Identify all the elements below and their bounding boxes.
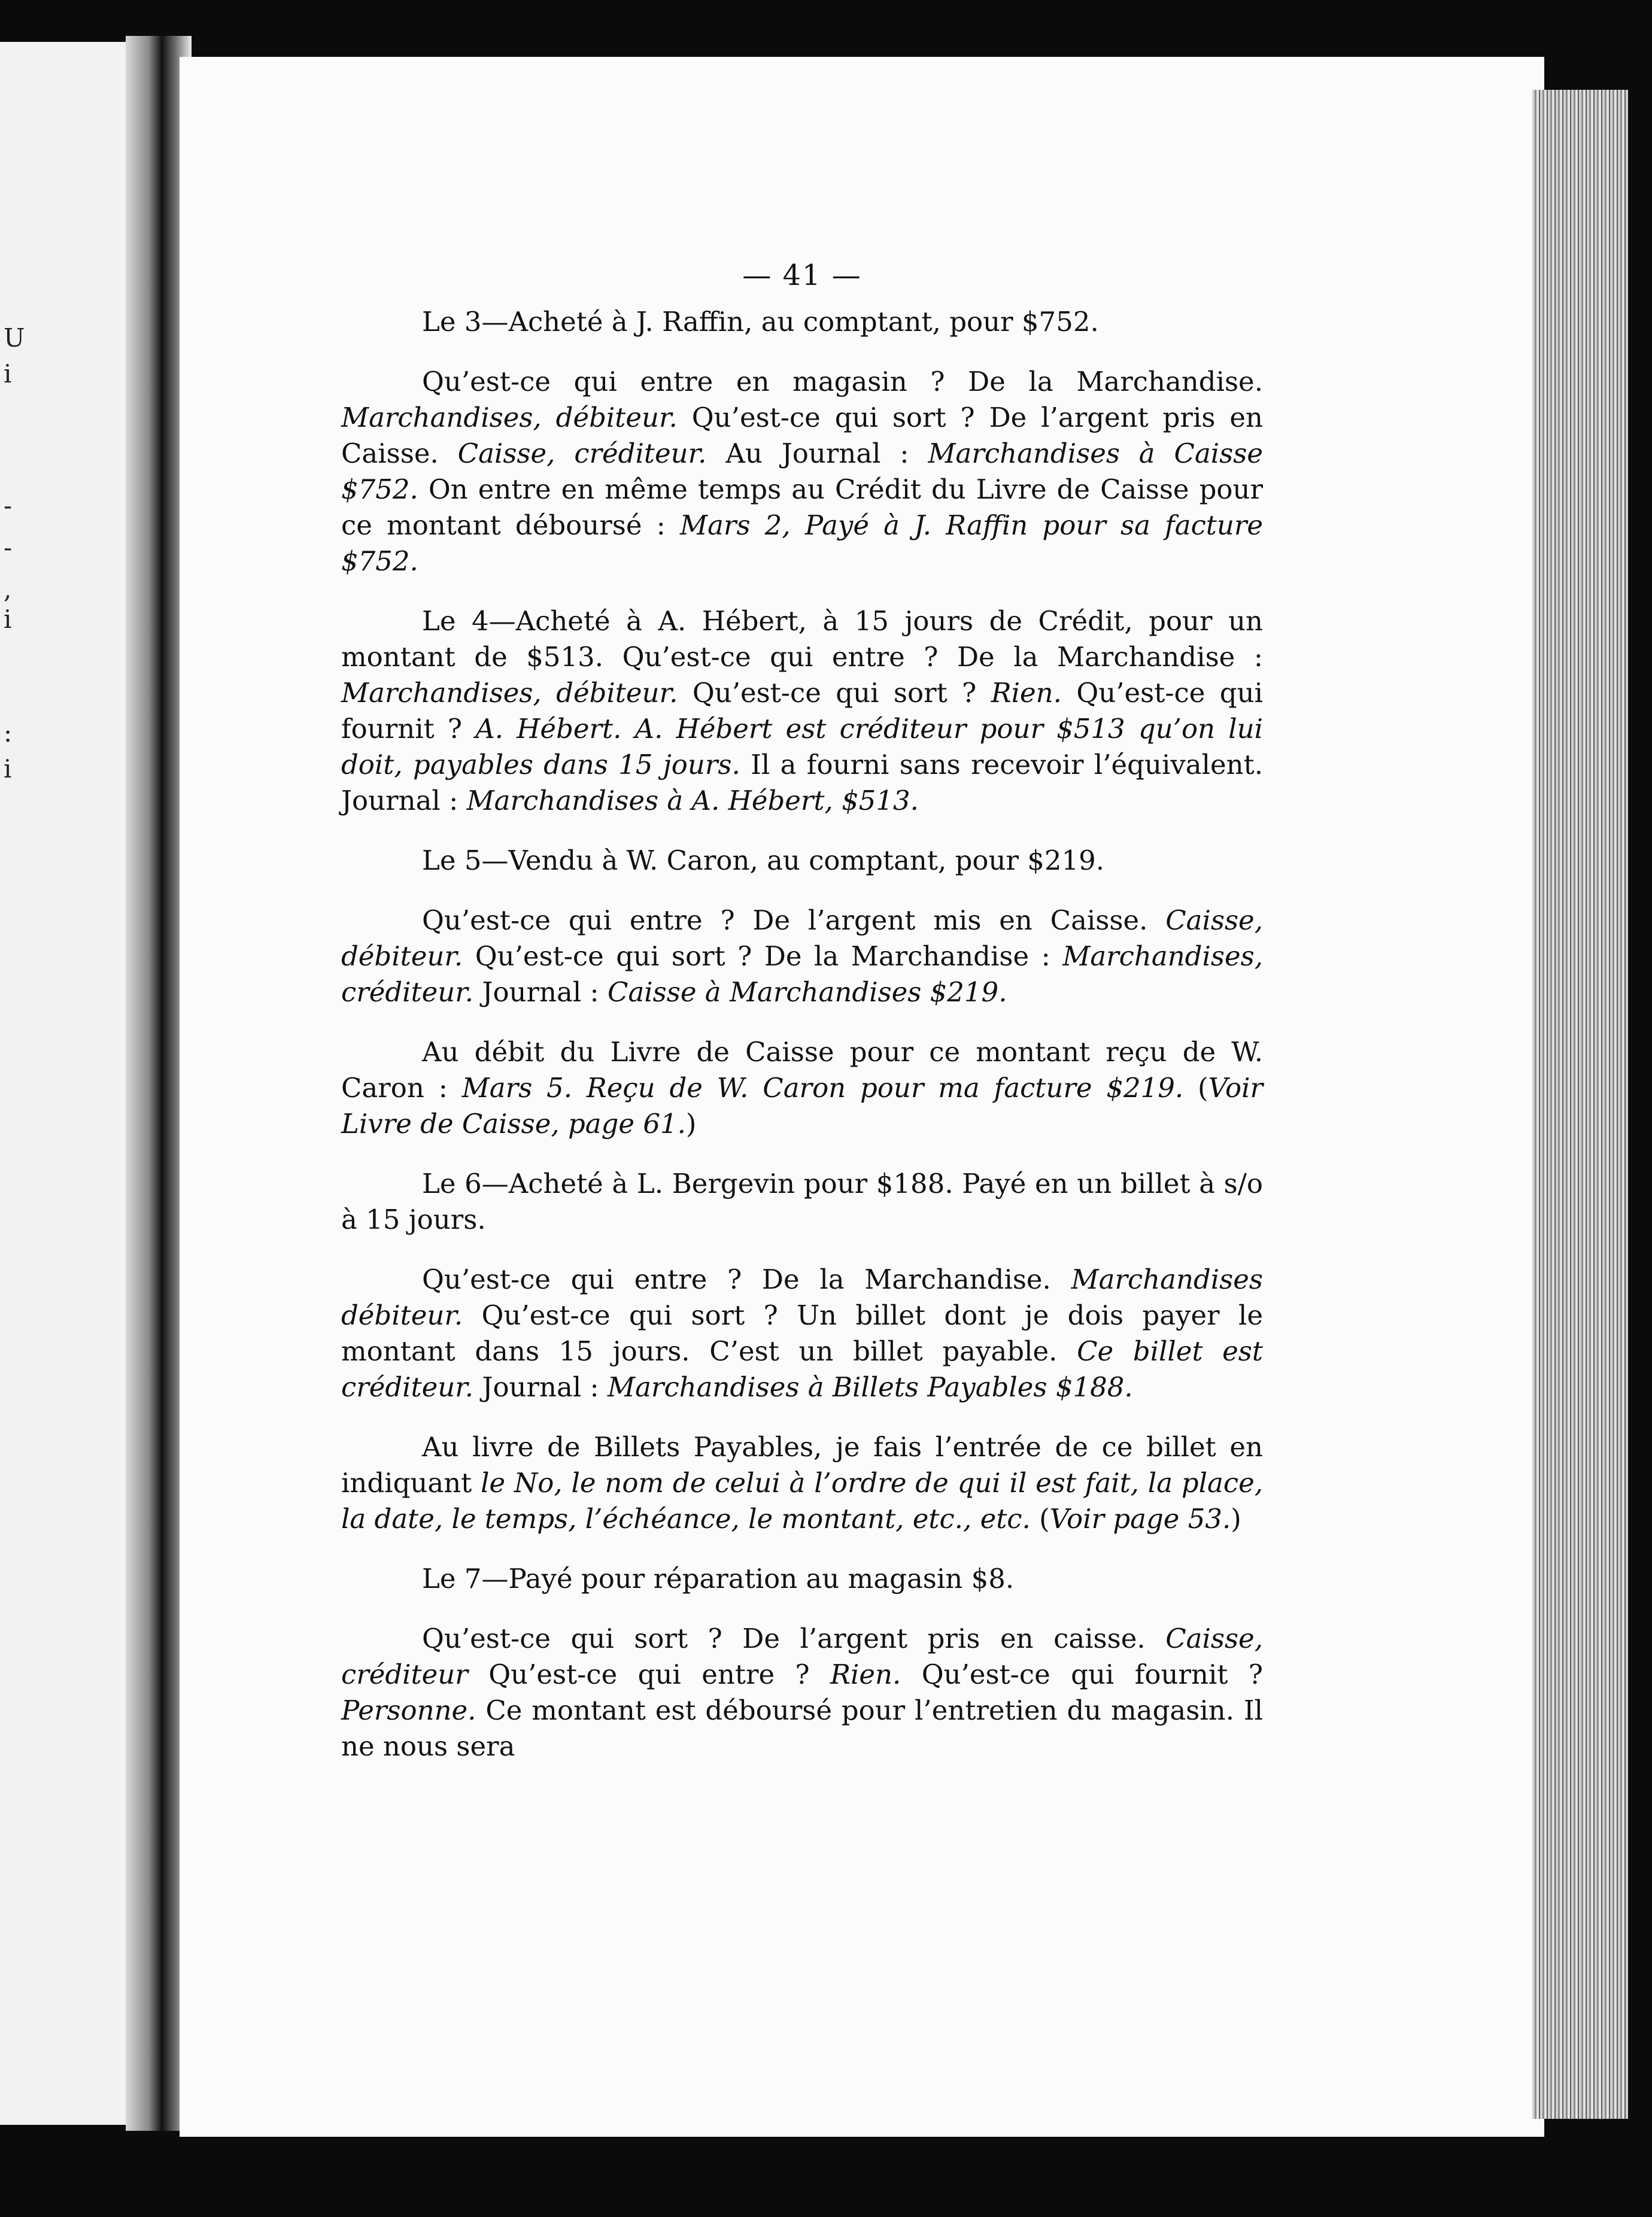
page-content xyxy=(341,257,1263,1788)
paragraph xyxy=(341,1621,1263,1765)
left-page-fragment: : xyxy=(4,718,13,748)
italic-run: Caisse, créditeur xyxy=(341,1623,1263,1690)
italic-run: Marchandises à Caisse $752. xyxy=(341,438,1263,505)
text-run: Qu’est-ce qui sort ? De la Marchandise : xyxy=(463,940,1063,972)
text-run: Qu’est-ce qui sort ? Un billet dont je dois payer le montant dans 15 jours. C’est un billet payable. xyxy=(341,1299,1263,1367)
paragraph xyxy=(341,843,1263,879)
paragraph-list xyxy=(341,304,1263,1765)
text-run: Le 4—Acheté à A. Hébert, à 15 jours de Crédit, pour un montant de $513. Qu’est-ce qui entre ? De la Marchandise : xyxy=(341,605,1263,673)
italic-run: le No, le nom de celui à l’ordre de qui il est fait, la place, la date, le temps, l’échéance, le montant, etc., etc. xyxy=(341,1467,1264,1535)
text-run: Qu’est-ce qui fournit ? xyxy=(901,1659,1263,1690)
italic-run: Rien. xyxy=(830,1659,901,1690)
text-run: ) xyxy=(1231,1503,1241,1535)
text-run: Journal : xyxy=(473,976,608,1008)
left-page-fragment: i xyxy=(4,754,12,783)
text-run: Qu’est-ce qui entre en magasin ? De la Marchandise. xyxy=(422,366,1263,397)
left-page-fragment: - xyxy=(4,491,13,520)
text-run: Journal : xyxy=(473,1371,608,1403)
italic-run: Mars 2, Payé à J. Raffin pour sa facture $752. xyxy=(341,509,1263,577)
paragraph xyxy=(341,1166,1263,1238)
text-run: Qu’est-ce qui sort ? xyxy=(678,677,991,709)
text-run: Qu’est-ce qui sort ? De l’argent pris en Caisse. xyxy=(341,402,1263,469)
text-run: ( xyxy=(1183,1072,1208,1104)
italic-run: Voir Livre de Caisse, page 61. xyxy=(341,1072,1263,1140)
italic-run: Marchandises à Billets Payables $188. xyxy=(608,1371,1133,1403)
italic-run: Caisse, créditeur. xyxy=(457,438,707,469)
italic-run: Ce billet est créditeur. xyxy=(341,1335,1263,1403)
italic-run: Marchandises, débiteur. xyxy=(341,677,678,709)
text-run: Au livre de Billets Payables, je fais l’entrée de ce billet en indiquant xyxy=(341,1431,1263,1499)
text-run: ) xyxy=(685,1108,697,1140)
text-run: Le 7—Payé pour réparation au magasin $8. xyxy=(422,1563,1015,1595)
left-page-fragment: i xyxy=(4,359,12,388)
paragraph xyxy=(341,603,1263,819)
italic-run: Mars 5. Reçu de W. Caron pour ma facture $219. xyxy=(461,1072,1184,1104)
italic-run: Marchandises, créditeur. xyxy=(341,940,1263,1008)
left-page-fragment: , xyxy=(4,575,12,604)
italic-run: Caisse, débiteur. xyxy=(341,904,1263,972)
paragraph xyxy=(341,1561,1263,1597)
text-run: Au débit du Livre de Caisse pour ce montant reçu de W. Caron : xyxy=(341,1036,1263,1104)
italic-run: Caisse à Marchandises $219. xyxy=(608,976,1007,1008)
left-page-fragment: - xyxy=(4,533,13,562)
paragraph xyxy=(341,364,1263,579)
paragraph xyxy=(341,1034,1263,1142)
italic-run: Rien. xyxy=(991,677,1062,709)
paragraph xyxy=(341,304,1263,340)
italic-run: Voir page 53. xyxy=(1049,1503,1231,1535)
text-run: Ce montant est déboursé pour l’entretien du magasin. Il ne nous sera xyxy=(341,1694,1263,1762)
italic-run: A. Hébert. A. Hébert est créditeur pour $513 qu’on lui doit, payables dans 15 jours. xyxy=(341,713,1263,780)
text-run: Le 5—Vendu à W. Caron, au comptant, pour $219. xyxy=(422,845,1105,876)
text-run: Qu’est-ce qui entre ? xyxy=(467,1659,831,1690)
text-run: Qu’est-ce qui fournit ? xyxy=(341,677,1263,745)
italic-run: Personne. xyxy=(341,1694,476,1726)
text-run: Qu’est-ce qui entre ? De l’argent mis en Caisse. xyxy=(422,904,1166,936)
left-page-fragment: i xyxy=(4,605,12,634)
page-edges xyxy=(1532,90,1628,2119)
italic-run: Marchandises à A. Hébert, $513. xyxy=(466,785,919,816)
text-run: Il a fourni sans recevoir l’équivalent. Journal : xyxy=(341,749,1264,816)
paragraph xyxy=(341,1429,1263,1537)
text-run: ( xyxy=(1030,1503,1050,1535)
italic-run: Marchandises débiteur. xyxy=(341,1264,1263,1331)
text-run: Le 3—Acheté à J. Raffin, au comptant, pour $752. xyxy=(422,306,1099,338)
italic-run: Marchandises, débiteur. xyxy=(341,402,678,433)
text-run: Qu’est-ce qui sort ? De l’argent pris en caisse. xyxy=(422,1623,1166,1654)
page-number: — 41 — xyxy=(742,259,862,292)
text-run: Qu’est-ce qui entre ? De la Marchandise. xyxy=(422,1264,1071,1295)
left-page-fragment: U xyxy=(4,323,25,353)
text-run: Le 6—Acheté à L. Bergevin pour $188. Payé en un billet à s/o à 15 jours. xyxy=(341,1168,1263,1235)
text-run: Au Journal : xyxy=(706,438,928,469)
paragraph xyxy=(341,903,1263,1010)
text-run: On entre en même temps au Crédit du Livre de Caisse pour ce montant déboursé : xyxy=(341,473,1263,541)
paragraph xyxy=(341,1262,1263,1405)
